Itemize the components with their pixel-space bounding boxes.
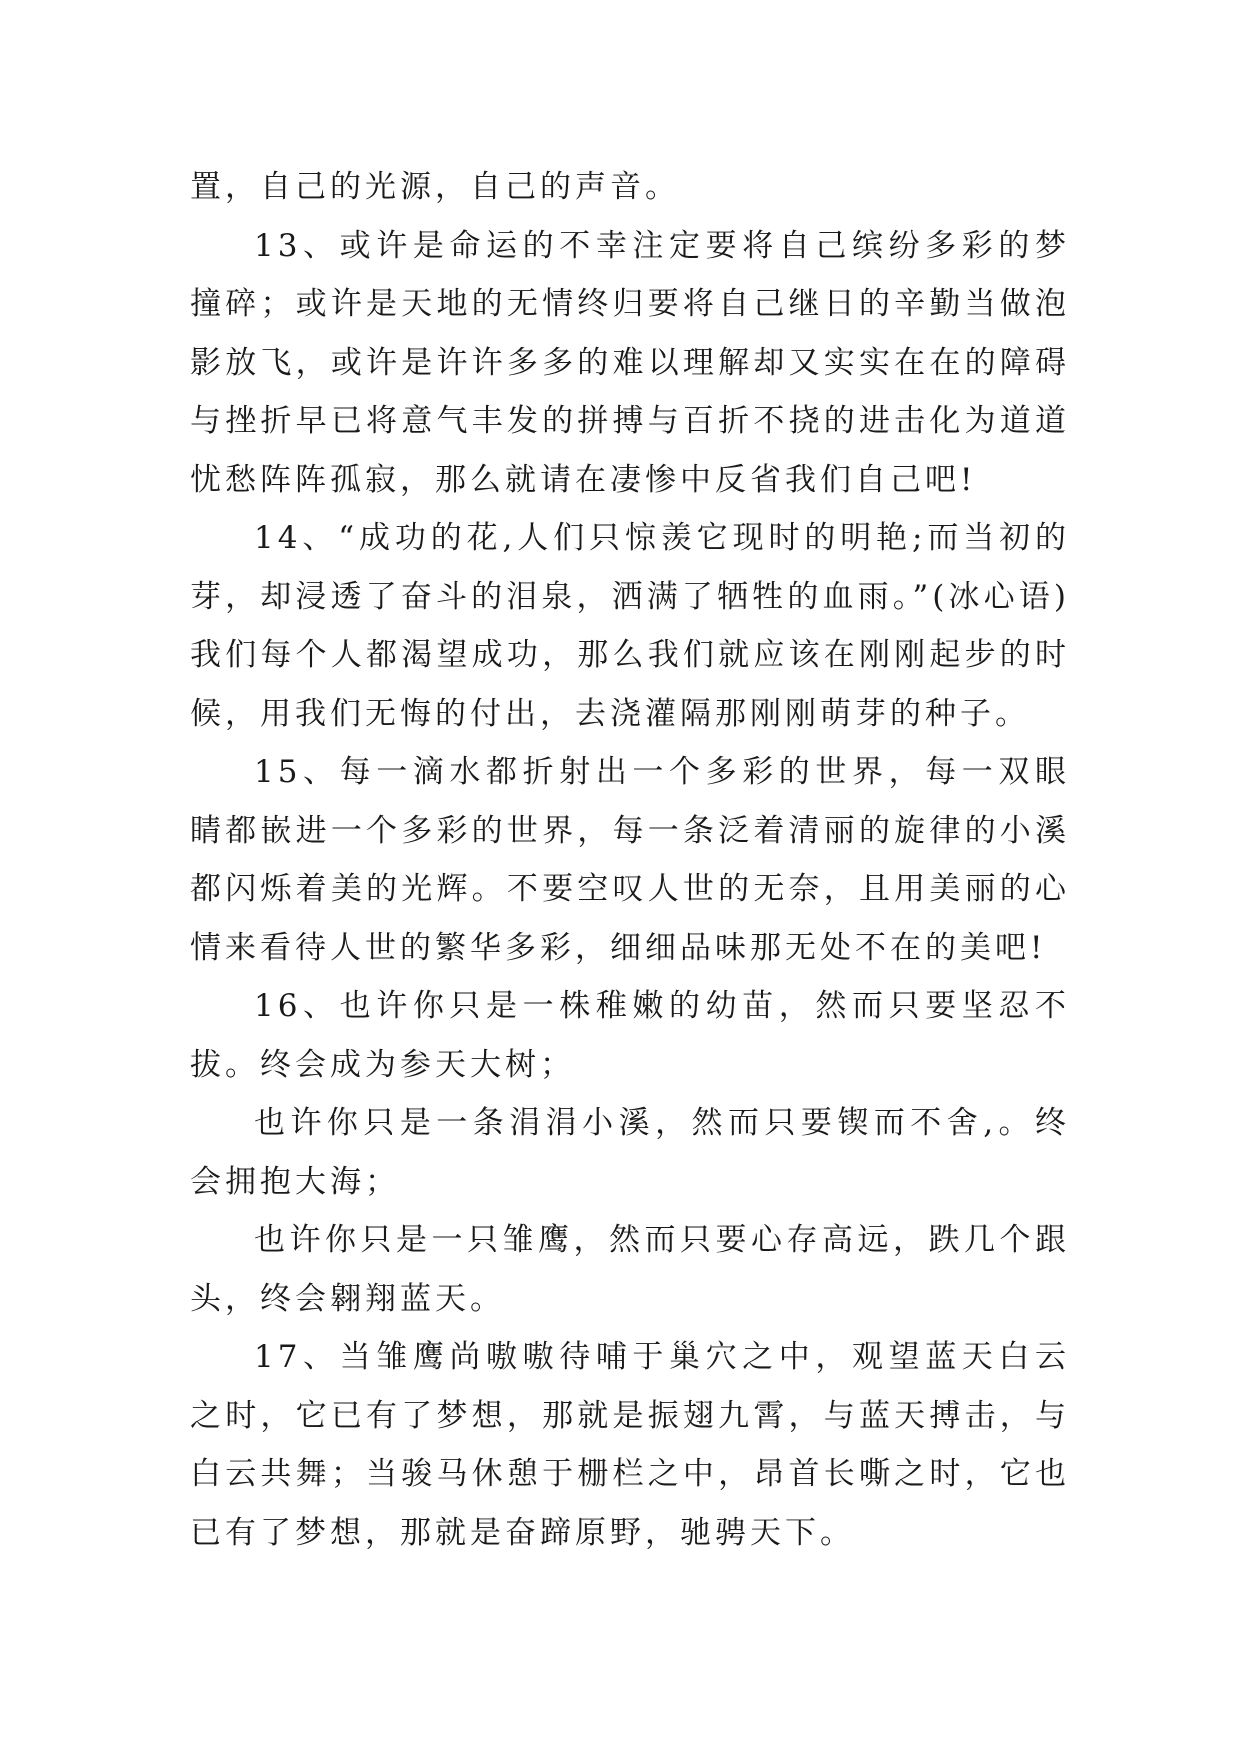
- paragraph-16-stream: 也许你只是一条涓涓小溪，然而只要锲而不舍,。终会拥抱大海；: [190, 1105, 1070, 1200]
- paragraph-16-seedling: 16、也许你只是一株稚嫩的幼苗，然而只要坚忍不拔。终会成为参天大树；: [190, 988, 1070, 1083]
- paragraph-17: 17、当雏鹰尚嗷嗷待哺于巢穴之中，观望蓝天白云之时，它已有了梦想，那就是振翅九霄，与蓝天搏击，与白云共舞；当骏马休憩于栅栏之中，昂首长嘶之时，它也已有了梦想，那就是奋蹄原野，驰骋天下。: [190, 1339, 1070, 1551]
- document-body: [190, 158, 1070, 1562]
- paragraph-14: 14、“成功的花,人们只惊羡它现时的明艳;而当初的芽，却浸透了奋斗的泪泉，洒满了牺牲的血雨。”(冰心语)我们每个人都渴望成功，那么我们就应该在刚刚起步的时候，用我们无悔的付出，去浇灌隔那刚刚萌芽的种子。: [190, 520, 1070, 732]
- paragraph-13: 13、或许是命运的不幸注定要将自己缤纷多彩的梦撞碎；或许是天地的无情终归要将自己继日的辛勤当做泡影放飞，或许是许许多多的难以理解却又实实在在的障碍与挫折早已将意气丰发的拼搏与百折不挠的进击化为道道忧愁阵阵孤寂，那么就请在凄惨中反省我们自己吧!: [190, 227, 1070, 498]
- paragraph-16-eagle: 也许你只是一只雏鹰，然而只要心存高远，跌几个跟头，终会翱翔蓝天。: [190, 1222, 1070, 1317]
- paragraph-continuation: 置，自己的光源，自己的声音。: [190, 169, 680, 205]
- paragraph-15: 15、每一滴水都折射出一个多彩的世界，每一双眼睛都嵌进一个多彩的世界，每一条泛着清丽的旋律的小溪都闪烁着美的光辉。不要空叹人世的无奈，且用美丽的心情来看待人世的繁华多彩，细细品味那无处不在的美吧!: [190, 754, 1070, 966]
